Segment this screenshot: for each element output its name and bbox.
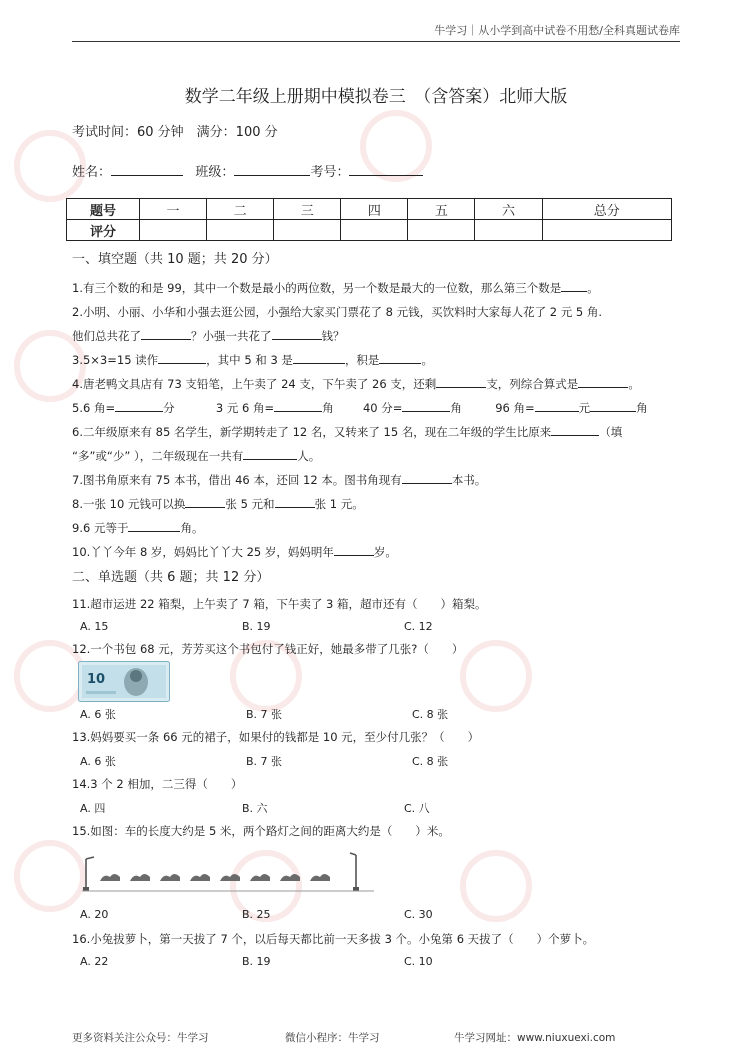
question-2-line2 [72,328,345,344]
score-table-score-row [67,220,672,241]
question-3 [72,352,433,368]
question-text: （填 [599,425,623,439]
exam-info: 考试时间：60 分钟 满分：100 分 [72,125,278,140]
option-c[interactable]: C. 10 [404,955,433,968]
score-cell[interactable] [140,220,207,241]
question-text: 6.二年级原来有 85 名学生，新学期转走了 12 名，又转来了 15 名，现在二年级的学生比原来 [72,425,552,439]
answer-blank[interactable] [436,376,486,388]
score-table-col: 一 [140,199,207,220]
banknote-10-yuan-image [78,661,170,702]
question-text: ，积是 [344,353,380,367]
answer-blank[interactable] [561,280,587,292]
question-text: 角。 [180,521,204,535]
score-table-col: 总分 [542,199,671,220]
score-cell[interactable] [542,220,671,241]
score-table [66,198,672,241]
question-text: “多”或“少” ），二年级现在一共有 [72,449,244,463]
number-label: 考号： [310,165,350,180]
score-cell[interactable] [341,220,408,241]
option-b[interactable]: B. 19 [242,955,271,968]
option-a[interactable]: A. 四 [80,802,106,815]
watermark-logo [460,850,532,922]
question-text: 96 角= [495,401,535,415]
question-16: 16.小兔拔萝卜，第一天拔了 7 个，以后每天都比前一天多拔 3 个。小兔第 6 天拔了（ ）个萝卜。 [72,932,595,946]
option-b[interactable]: B. 25 [242,908,271,921]
answer-blank[interactable] [274,400,322,412]
option-c[interactable]: C. 30 [404,908,433,921]
number-blank[interactable] [349,164,423,176]
answer-blank[interactable] [293,352,345,364]
question-text: 分 [163,401,175,415]
footer-right[interactable]: 牛学习网址：www.niuxuexi.com [454,1032,616,1044]
option-a[interactable]: A. 20 [80,908,109,921]
question-6-line1 [72,424,622,440]
name-label: 姓名： [72,165,112,180]
option-b[interactable]: B. 19 [242,620,271,633]
score-table-col: 二 [207,199,274,220]
question-text: 4.唐老鸭文具店有 73 支铅笔，上午卖了 24 支，下午卖了 26 支，还剩 [72,377,437,391]
score-cell[interactable] [408,220,475,241]
name-blank[interactable] [111,164,183,176]
banknote-value: 10 [87,672,106,687]
question-text: 支，列综合算式是 [486,377,579,391]
answer-blank[interactable] [141,328,191,340]
option-b[interactable]: B. 7 张 [246,755,283,768]
score-table-col: 五 [408,199,475,220]
street-lamps-cars-image [78,851,378,895]
answer-blank[interactable] [128,520,180,532]
footer-middle: 微信小程序：牛学习 [285,1032,380,1044]
question-1 [72,280,599,296]
question-13: 13.妈妈要买一条 66 元的裙子，如果付的钱都是 10 元，至少付几张？（ ） [72,730,480,744]
question-4 [72,376,640,392]
option-a[interactable]: A. 22 [80,955,109,968]
question-7 [72,472,486,488]
score-table-header-row [67,199,672,220]
answer-blank[interactable] [272,328,322,340]
question-text: 岁。 [373,545,397,559]
question-text: 8.一张 10 元钱可以换 [72,497,186,511]
question-text: 10.丫丫今年 8 岁，妈妈比丫丫大 25 岁，妈妈明年 [72,545,334,559]
question-text: 7.图书角原来有 75 本书，借出 46 本，还回 12 本。图书角现有 [72,473,402,487]
question-text: 张 1 元。 [314,497,364,511]
page-title: 数学二年级上册期中模拟卷三 （含答案）北师大版 [184,87,568,107]
question-9 [72,520,203,536]
question-text: ，其中 5 和 3 是 [206,353,293,367]
question-14: 14.3 个 2 相加，二三得（ ） [72,777,243,791]
question-text: 钱？ [321,329,345,343]
section-heading-choice: 二、单选题（共 6 题；共 12 分） [72,570,270,585]
question-text: 本书。 [451,473,487,487]
option-b[interactable]: B. 7 张 [246,708,283,721]
answer-blank[interactable] [243,448,297,460]
score-cell[interactable] [475,220,542,241]
option-c[interactable]: C. 八 [404,802,430,815]
option-a[interactable]: A. 15 [80,620,109,633]
option-b[interactable]: B. 六 [242,802,268,815]
class-blank[interactable] [234,164,310,176]
section-heading-fill: 一、填空题（共 10 题；共 20 分） [72,252,278,267]
question-8 [72,496,364,512]
answer-blank[interactable] [334,544,374,556]
answer-blank[interactable] [590,400,636,412]
question-text: 3 元 6 角= [215,401,275,415]
page-header-text: 牛学习｜从小学到高中试卷不用愁/全科真题试卷库 [434,24,680,37]
option-a[interactable]: A. 6 张 [80,708,116,721]
answer-blank[interactable] [379,352,421,364]
header-divider [72,41,680,42]
watermark-logo [14,840,86,912]
question-6-line2 [72,448,320,464]
score-cell[interactable] [274,220,341,241]
answer-blank[interactable] [275,496,315,508]
question-text: 。 [587,281,599,295]
question-2-line1: 2.小明、小丽、小华和小强去逛公园，小强给大家买门票花了 8 元钱，买饮料时大家每人花了 2 元 5 角. [72,305,603,319]
question-text: 人。 [297,449,321,463]
score-table-col: 三 [274,199,341,220]
question-text: 角 [322,401,334,415]
question-text: 角 [450,401,462,415]
option-c[interactable]: C. 8 张 [412,755,449,768]
question-text: 3.5×3=15 读作 [72,353,159,367]
question-15: 15.如图：车的长度大约是 5 米，两个路灯之间的距离大约是（ ）米。 [72,824,450,838]
question-5 [72,400,648,416]
footer-left: 更多资料关注公众号：牛学习 [72,1032,209,1044]
option-c[interactable]: C. 12 [404,620,433,633]
answer-blank[interactable] [551,424,599,436]
answer-blank[interactable] [535,400,579,412]
question-text: 。 [421,353,433,367]
question-text: 40 分= [362,401,403,415]
option-a[interactable]: A. 6 张 [80,755,116,768]
question-11: 11.超市运进 22 箱梨，上午卖了 7 箱，下午卖了 3 箱，超市还有（ ）箱梨。 [72,597,487,611]
watermark-logo [460,640,532,712]
answer-blank[interactable] [578,376,628,388]
answer-blank[interactable] [402,472,452,484]
student-fields [72,161,423,180]
score-table-row-label: 评分 [67,220,140,241]
question-10 [72,544,397,560]
question-text: 元 [578,401,591,415]
question-text: 。 [628,377,640,391]
question-text: 9.6 元等于 [72,521,129,535]
option-c[interactable]: C. 8 张 [412,708,449,721]
answer-blank[interactable] [185,496,225,508]
answer-blank[interactable] [158,352,206,364]
answer-blank[interactable] [115,400,163,412]
score-cell[interactable] [207,220,274,241]
question-text: 他们总共花了 [72,329,141,343]
score-table-row-label: 题号 [67,199,140,220]
question-text: 5.6 角= [72,401,116,415]
question-text: 张 5 元和 [225,497,275,511]
question-text: 1.有三个数的和是 99，其中一个数是最小的两位数，另一个数是最大的一位数，那么第三个数是 [72,281,562,295]
question-text: 角 [636,401,648,415]
score-table-col: 四 [341,199,408,220]
score-table-col: 六 [475,199,542,220]
question-12: 12.一个书包 68 元，芳芳买这个书包付了钱正好，她最多带了几张?（ ） [72,642,464,656]
answer-blank[interactable] [402,400,450,412]
question-text: ？小强一共花了 [191,329,272,343]
class-label: 班级： [195,165,235,180]
